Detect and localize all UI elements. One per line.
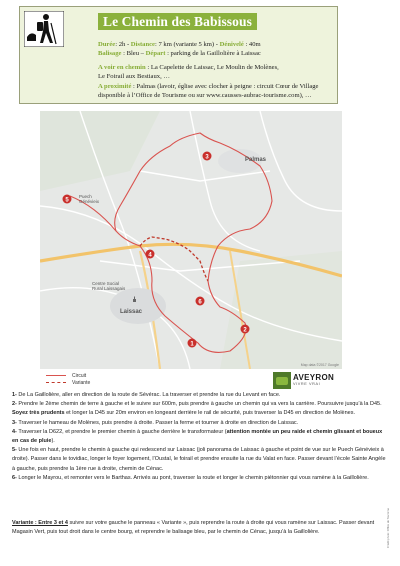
variant-title: Variante : Entre 3 et 4	[12, 520, 68, 526]
map-label-palmas: Palmas	[245, 157, 267, 163]
photo-credit: Crédit photo: Office de Tourisme	[386, 507, 390, 548]
svg-text:3: 3	[205, 154, 209, 161]
variant-text: suivre sur votre gauche le panneau « Variante », puis reprendre la route à droite qui vous ramène sur Laissac. Passer devant Magasin Vert, puis tout droit dans le centre bourg, et reprendre le balisage bleu, par le chemin de Cénac, jusqu’à la Gaillolière.	[12, 520, 375, 536]
marker-5[interactable]	[63, 195, 72, 204]
see-label: A voir en chemin	[98, 64, 146, 71]
route-map[interactable]	[40, 111, 342, 369]
variant-description	[12, 519, 386, 537]
page-title: Le Chemin des Babissous	[98, 13, 257, 30]
legend-circuit	[46, 372, 90, 379]
step-2: 2- Prendre le 2ème chemin de terre à gauche et le suivre sur 600m, puis prendre à gauche un chemin qui va vers la carrière. Poursuivre jusqu’à la D45. Soyez très prudents et longer la D45 sur 20m environ en longeant derrière le rail de sécurité, puis traverser la D45 en direction de Molènes.	[12, 401, 382, 417]
info-line-nearby	[98, 83, 318, 92]
svg-text:1: 1	[190, 341, 194, 348]
duration-value: : 2h -	[115, 41, 131, 48]
map-label-centre: Centre Social Rural Laissagais	[92, 281, 126, 291]
elevation-value: : 40m	[243, 41, 261, 48]
legend-circuit-label: Circuit	[72, 372, 87, 379]
step-4: 4- Traverser la D622, et prendre le premier chemin à gauche derrière le transformateur (attention montée un peu raide et chemin glissant et boueux en cas de pluie).	[12, 428, 383, 445]
aveyron-logo-tagline: VIVRE VRAI	[293, 382, 321, 386]
see-value-1: : La Capelette de Laissac, Le Moulin de Molènes,	[145, 64, 279, 71]
step-3: 3- Traverser le hameau de Molènes, puis prendre à droite. Passer la ferme et tourner à droite en direction de Laissac.	[12, 419, 299, 426]
step-5: 5- Une fois en haut, prendre le chemin à gauche qui redescend sur Laissac (joli panorama de Laissac à gauche et point de vue sur le Puech Génévieix à droite). Passer dans le tovidiac, longer le foyer logement, l’Oustal, le foirail et prendre ensuite la rue du Valat en face. Passer devant l’école Sainte Angèle à gauche, puis prendre la 1ère rue à droite, chemin de Cénac.	[12, 447, 386, 472]
marker-1[interactable]	[188, 339, 197, 348]
map-label-laissac: Laissac	[120, 309, 143, 315]
step-1: 1- De La Gaillolière, aller en direction de la route de Sévérac. La traverser et prendre la rue du Levant en face.	[12, 392, 281, 398]
marker-4[interactable]	[146, 250, 155, 259]
map-canvas	[40, 111, 342, 369]
start-value: : parking de la Gaillolière à Laissac	[165, 50, 261, 57]
route-steps	[12, 391, 386, 483]
svg-text:6: 6	[198, 299, 202, 306]
aveyron-logo-picture	[273, 372, 291, 389]
svg-text:5: 5	[65, 197, 69, 204]
nearby-value-1: : Palmas (lavoir, église avec clocher à peigne : circuit Cœur de Village	[131, 83, 319, 90]
info-line-see-2: Le Foirail aux Bestiaux, …	[98, 72, 170, 80]
map-legend	[46, 372, 90, 386]
info-line-duration	[98, 41, 261, 50]
step-6: 6- Longer le Mayrou, et remonter vers le Barthas. Arrivés au pont, traverser la route et longer le chemin piétonnier qui vous ramène à la Gaillolière.	[12, 474, 369, 481]
legend-variante-swatch	[46, 382, 66, 383]
legend-circuit-swatch	[46, 375, 66, 376]
hiker-icon	[24, 11, 64, 47]
info-line-see	[98, 64, 279, 73]
duration-label: Durée	[98, 41, 116, 48]
svg-text:4: 4	[148, 252, 152, 259]
header-box	[19, 6, 338, 104]
distance-label: Distance	[130, 41, 155, 48]
legend-variante	[46, 379, 90, 386]
svg-text:2: 2	[243, 327, 247, 334]
elevation-label: Dénivelé	[219, 41, 244, 48]
marker-6[interactable]	[196, 297, 205, 306]
marking-value: : Bleu –	[121, 50, 146, 57]
distance-value: : 7 km (variante 5 km) -	[154, 41, 220, 48]
nearby-label: A proximité	[98, 83, 132, 90]
info-line-marking	[98, 50, 261, 59]
marker-3[interactable]	[203, 152, 212, 161]
aveyron-logo-name: AVEYRON	[293, 373, 335, 382]
legend-variante-label: Variante	[72, 379, 91, 386]
start-label: Départ	[145, 50, 166, 57]
marker-2[interactable]	[241, 325, 250, 334]
aveyron-logo	[273, 372, 339, 389]
info-line-nearby-2: disponible à l’Office de Tourisme ou sur www.causses-aubrac-tourisme.com), …	[98, 91, 312, 99]
marking-label: Balisage	[98, 50, 122, 57]
map-credit: Map data ©2017 Google	[300, 363, 339, 367]
map-label-puech: Puech Génévieix	[79, 194, 100, 204]
